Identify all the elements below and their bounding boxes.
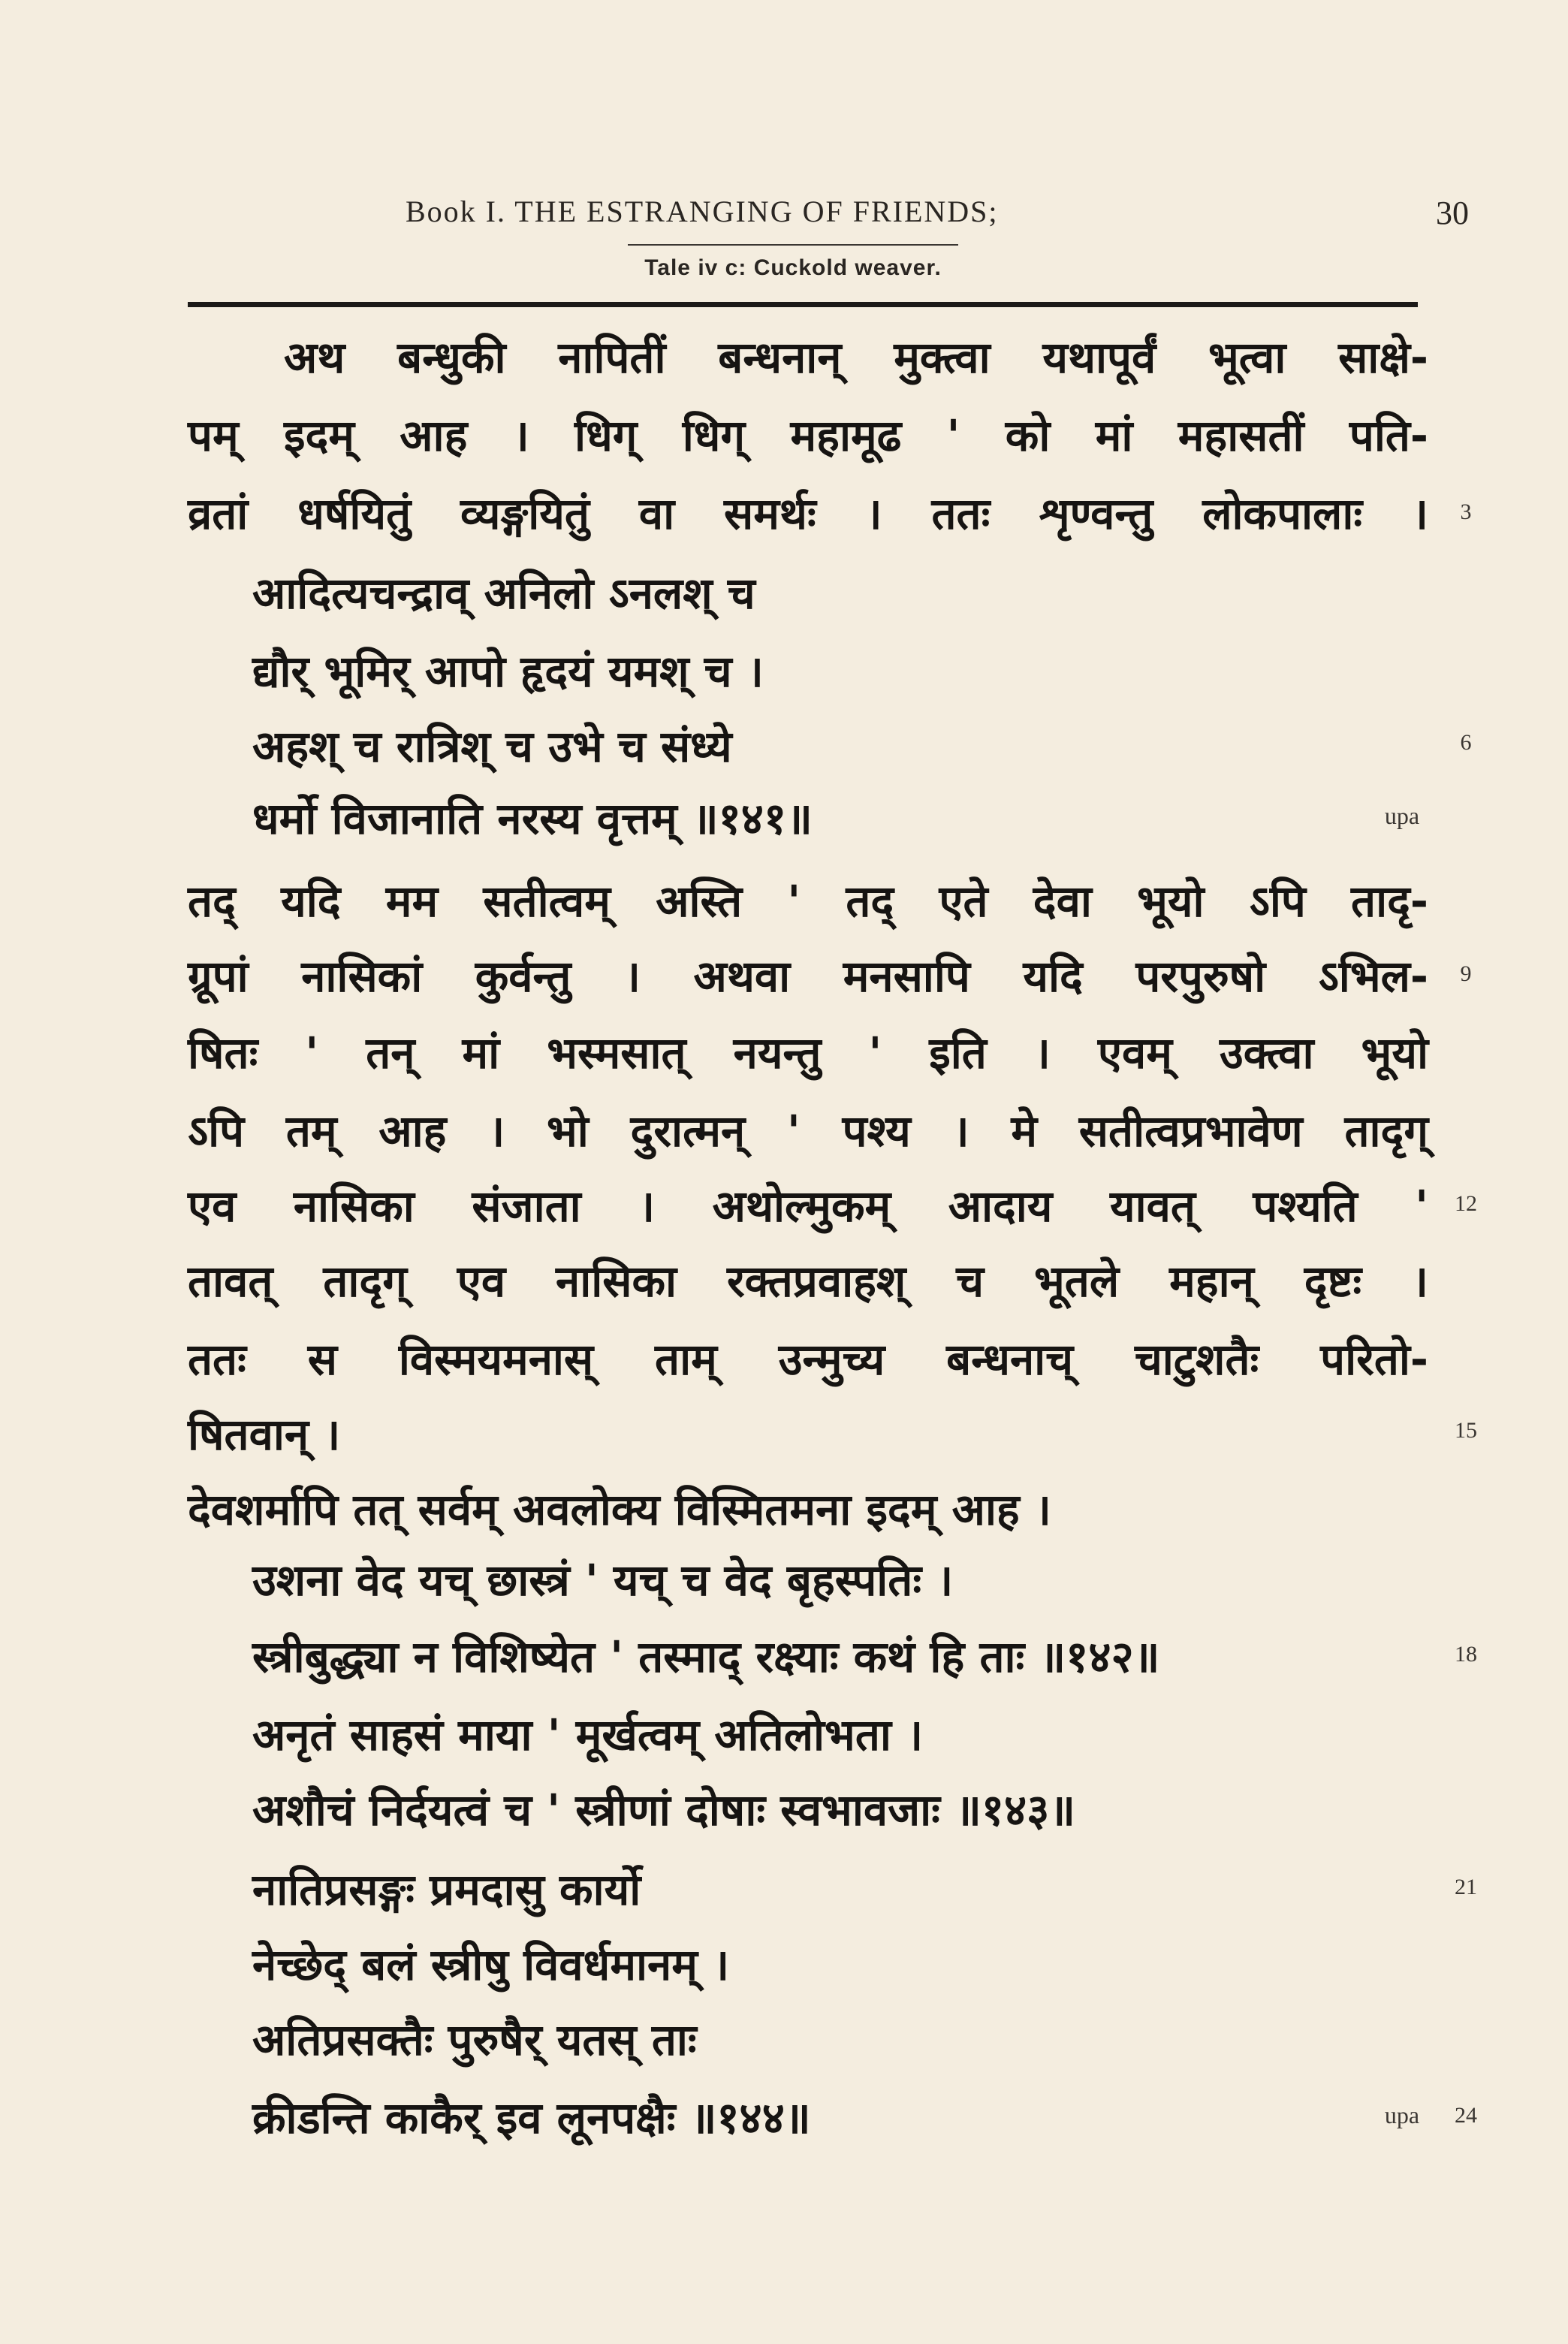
line-number: 3 (1460, 499, 1472, 524)
text-line: षितः ' तन् मां भस्मसात् नयन्तु ' इति । एवम् उक्त्वा भूयो (188, 1027, 1428, 1078)
text-line: व्रतां धर्षयितुं व्यङ्गयितुं वा समर्थः । ततः शृण्वन्तु लोकपालाः । (188, 488, 1428, 539)
verse-line: धर्मो विजानाति नरस्य वृत्तम् ॥१४१॥ (252, 793, 813, 844)
verse-line: उशना वेद यच् छास्त्रं ' यच् च वेद बृहस्पतिः । (252, 1555, 954, 1606)
verse-line: नेच्छेद् बलं स्त्रीषु विवर्धमानम् । (252, 1939, 730, 1990)
page-number: 30 (1436, 195, 1469, 231)
text-line: तावत् तादृग् एव नासिका रक्तप्रवाहश् च भूतले महान् दृष्टः । (188, 1256, 1428, 1307)
text-line: षितवान् । (188, 1409, 341, 1460)
verse-line: द्यौर् भूमिर् आपो हृदयं यमश् च । (252, 646, 764, 697)
verse-line: आदित्यचन्द्राव् अनिलो ऽनलश् च (252, 568, 755, 619)
line-number: 24 (1455, 2103, 1477, 2128)
verse-line: क्रीडन्ति काकैर् इव लूनपक्षैः ॥१४४॥ (252, 2092, 811, 2143)
verse-line: अतिप्रसक्तैः पुरुषैर् यतस् ताः (252, 2014, 697, 2065)
verse-line: स्त्रीबुद्ध्या न विशिष्येत ' तस्माद् रक्ष्याः कथं हि ताः ॥१४२॥ (252, 1631, 1160, 1682)
metre-note: upa (1384, 802, 1420, 829)
subtitle-rule (628, 244, 958, 246)
text-line: देवशर्मापि तत् सर्वम् अवलोक्य विस्मितमना इदम् आह । (188, 1484, 1051, 1535)
text-line: ग्रूपां नासिकां कुर्वन्तु । अथवा मनसापि यदि परपुरुषो ऽभिल- (188, 951, 1428, 1002)
running-header-subtitle: Tale iv c: Cuckold weaver. (644, 255, 942, 280)
text-line: तद् यदि मम सतीत्वम् अस्ति ' तद् एते देवा भूयो ऽपि तादृ- (188, 876, 1428, 927)
verse-line: अहश् च रात्रिश् च उभे च संध्ये (252, 721, 732, 772)
verse-line: नातिप्रसङ्गः प्रमदासु कार्यो (252, 1864, 641, 1915)
text-line: ततः स विस्मयमनास् ताम् उन्मुच्य बन्धनाच् चाटुशतैः परितो- (188, 1334, 1428, 1385)
text-line: ऽपि तम् आह । भो दुरात्मन् ' पश्य । मे सतीत्वप्रभावेण तादृग् (188, 1106, 1428, 1157)
line-number: 18 (1455, 1642, 1477, 1667)
running-header-title: Book I. THE ESTRANGING OF FRIENDS; (406, 195, 999, 228)
text-line: अथ बन्धुकी नापितीं बन्धनान् मुक्त्वा यथापूर्वं भूत्वा साक्षे- (284, 332, 1428, 383)
line-number: 15 (1455, 1418, 1477, 1443)
line-number: 6 (1460, 730, 1472, 755)
text-line: एव नासिका संजाता । अथोल्मुकम् आदाय यावत् पश्यति ' (188, 1181, 1428, 1232)
verse-line: अशौचं निर्दयत्वं च ' स्त्रीणां दोषाः स्वभावजाः ॥१४३॥ (252, 1784, 1076, 1836)
line-number: 12 (1455, 1191, 1477, 1216)
verse-line: अनृतं साहसं माया ' मूर्खत्वम् अतिलोभता । (252, 1709, 924, 1760)
line-number: 21 (1455, 1875, 1477, 1899)
header-rule (188, 302, 1418, 307)
line-number: 9 (1460, 961, 1472, 986)
metre-note: upa (1384, 2101, 1420, 2128)
text-line: पम् इदम् आह । धिग् धिग् महामूढ ' को मां महासतीं पति- (188, 410, 1428, 461)
